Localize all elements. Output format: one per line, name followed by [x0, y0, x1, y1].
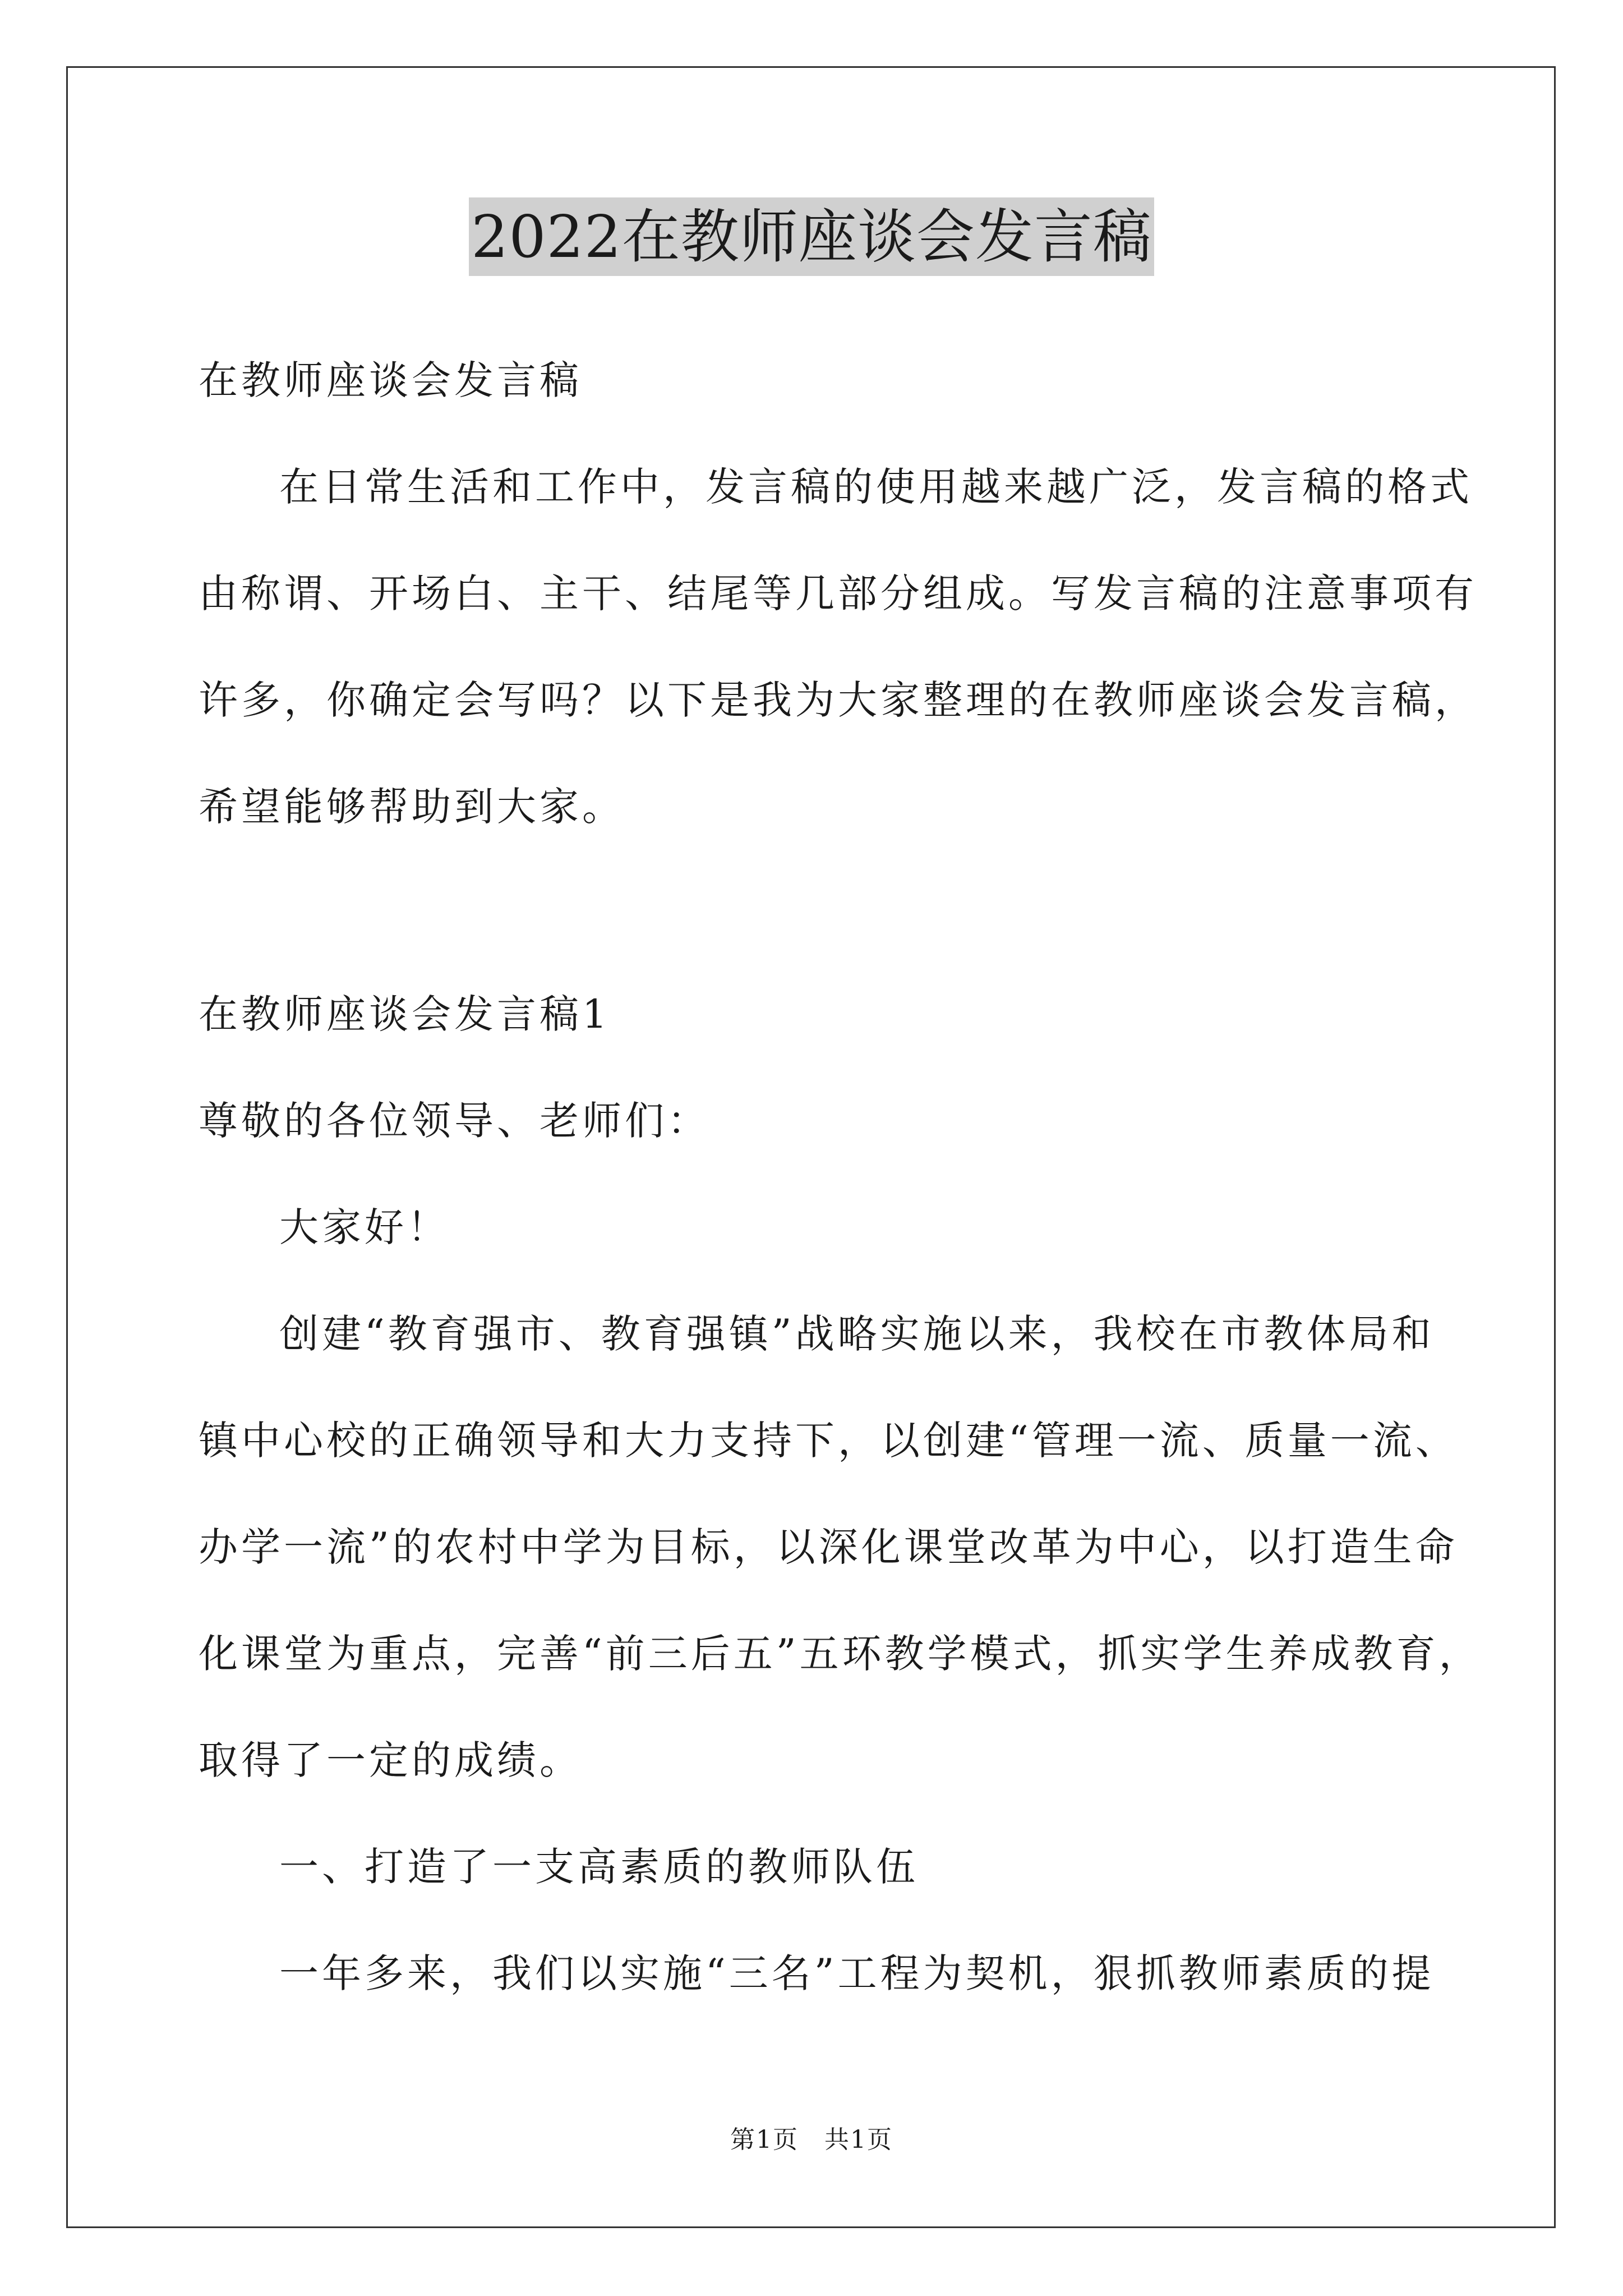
title-container [0, 197, 1623, 276]
paragraph-line: 创建“教育强市、教育强镇”战略实施以来，我校在市教体局和 [279, 1311, 1435, 1357]
subsection-heading: 一、打造了一支高素质的教师队伍 [279, 1844, 919, 1890]
page-footer: 第1页 共1页 [730, 2125, 893, 2154]
subtitle-line: 在教师座谈会发言稿 [199, 357, 582, 403]
greeting-line: 大家好！ [279, 1204, 450, 1250]
paragraph-line: 由称谓、开场白、主干、结尾等几部分组成。写发言稿的注意事项有 [199, 570, 1477, 616]
document-title: 2022在教师座谈会发言稿 [469, 197, 1154, 276]
paragraph-line: 镇中心校的正确领导和大力支持下，以创建“管理一流、质量一流、 [199, 1418, 1458, 1464]
section-heading: 在教师座谈会发言稿1 [199, 991, 611, 1037]
paragraph-line: 希望能够帮助到大家。 [199, 784, 625, 830]
paragraph-line: 办学一流”的农村中学为目标，以深化课堂改革为中心，以打造生命 [199, 1524, 1458, 1570]
paragraph-line: 化课堂为重点，完善“前三后五”五环教学模式，抓实学生养成教育， [199, 1631, 1482, 1677]
salutation-line: 尊敬的各位领导、老师们： [199, 1098, 710, 1144]
paragraph-line: 一年多来，我们以实施“三名”工程为契机，狠抓教师素质的提 [279, 1950, 1435, 1996]
paragraph-line: 取得了一定的成绩。 [199, 1737, 582, 1783]
paragraph-line: 许多，你确定会写吗？以下是我为大家整理的在教师座谈会发言稿， [199, 677, 1477, 723]
paragraph-line: 在日常生活和工作中，发言稿的使用越来越广泛，发言稿的格式 [279, 464, 1473, 510]
